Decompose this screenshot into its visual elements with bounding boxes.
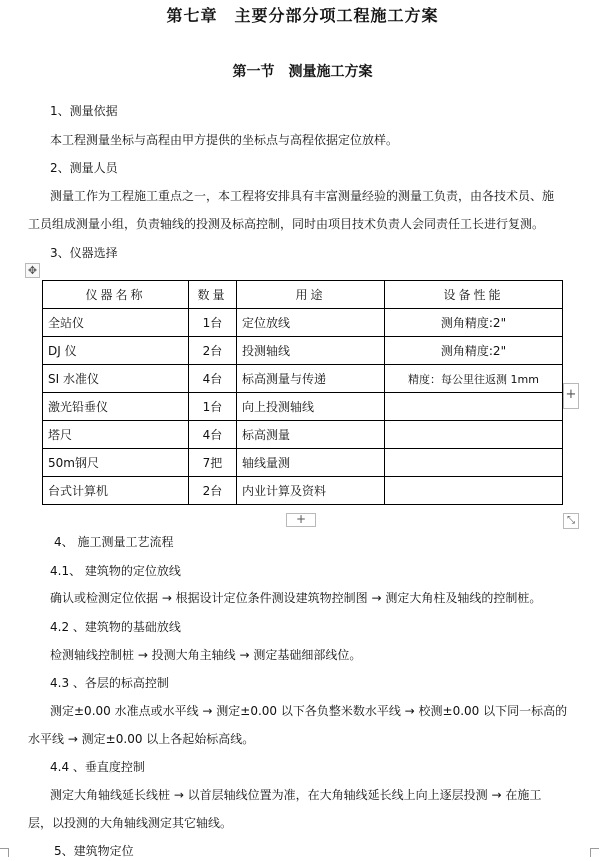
paragraph-verticality-control-line1: 测定大角轴线延长线桩 → 以首层轴线位置为准，在大角轴线延长线上向上逐层投测 → 在施工: [50, 788, 542, 802]
table-cell: 标高测量与传递: [237, 365, 385, 393]
table-cell: 2台: [189, 477, 237, 505]
table-cell: 标高测量: [237, 421, 385, 449]
table-cell: DJ 仪: [43, 337, 189, 365]
table-row: [43, 449, 563, 477]
table-cell: 测角精度:2": [385, 337, 563, 365]
table-cell: 1台: [189, 393, 237, 421]
table-row: [43, 309, 563, 337]
paragraph-building-layout: 确认或检测定位依据 → 根据设计定位条件测设建筑物控制图 → 测定大角柱及轴线的控制桩。: [50, 591, 542, 605]
table-cell: 激光铅垂仪: [43, 393, 189, 421]
page-corner-mark: [590, 848, 599, 857]
table-header-cell: 设备性能: [385, 281, 563, 309]
heading-verticality-control: 4.4 、垂直度控制: [50, 760, 145, 774]
table-cell: [385, 421, 563, 449]
plus-icon: +: [565, 387, 577, 402]
table-row: [43, 365, 563, 393]
table-cell: 向上投测轴线: [237, 393, 385, 421]
table-row: [43, 393, 563, 421]
table-row: [43, 421, 563, 449]
table-row: [43, 337, 563, 365]
table-cell: 1台: [189, 309, 237, 337]
chapter-title: 第七章 主要分部分项工程施工方案: [166, 6, 439, 25]
table-cell: 50m钢尺: [43, 449, 189, 477]
table-move-handle[interactable]: [25, 263, 40, 278]
table-cell: 2台: [189, 337, 237, 365]
move-icon: ✥: [27, 264, 38, 277]
table-cell: [385, 393, 563, 421]
table-header-cell: 数量: [189, 281, 237, 309]
paragraph-measurement-basis: 本工程测量坐标与高程由甲方提供的坐标点与高程依据定位放样。: [50, 133, 399, 147]
instrument-table: [42, 280, 563, 505]
table-cell: 全站仪: [43, 309, 189, 337]
paragraph-elevation-control-line2: 水平线 → 测定±0.00 以上各起始标高线。: [28, 732, 255, 746]
table-cell: 塔尺: [43, 421, 189, 449]
heading-instrument-selection: 3、仪器选择: [50, 246, 118, 260]
plus-icon: +: [295, 512, 307, 526]
paragraph-elevation-control-line1: 测定±0.00 水准点或水平线 → 测定±0.00 以下各负整米数水平线 → 校测±0.00 以下同一标高的: [50, 704, 568, 718]
table-cell: 轴线量测: [237, 449, 385, 477]
heading-building-positioning: 5、建筑物定位: [54, 844, 134, 858]
table-cell: 7把: [189, 449, 237, 477]
table-cell: 定位放线: [237, 309, 385, 337]
heading-foundation-layout: 4.2 、建筑物的基础放线: [50, 620, 181, 634]
table-cell: 台式计算机: [43, 477, 189, 505]
table-cell: 内业计算及资料: [237, 477, 385, 505]
heading-building-layout: 4.1、 建筑物的定位放线: [50, 564, 181, 578]
add-column-button[interactable]: [563, 383, 579, 409]
table-row: [43, 477, 563, 505]
heading-measurement-basis: 1、测量依据: [50, 104, 118, 118]
table-cell: 4台: [189, 421, 237, 449]
table-cell: SI 水准仪: [43, 365, 189, 393]
page-corner-mark: [0, 848, 9, 857]
table-header-cell: 仪器名称: [43, 281, 189, 309]
table-header-cell: 用途: [237, 281, 385, 309]
paragraph-foundation-layout: 检测轴线控制桩 → 投测大角主轴线 → 测定基础细部线位。: [50, 648, 362, 662]
heading-process-flow: 4、 施工测量工艺流程: [54, 535, 174, 549]
add-row-button[interactable]: [286, 513, 316, 527]
table-cell: 测角精度:2": [385, 309, 563, 337]
heading-elevation-control: 4.3 、各层的标高控制: [50, 676, 169, 690]
heading-measurement-staff: 2、测量人员: [50, 161, 118, 175]
paragraph-verticality-control-line2: 层，以投测的大角轴线测定其它轴线。: [28, 816, 233, 830]
table-resize-handle[interactable]: [563, 513, 579, 529]
table-cell: [385, 477, 563, 505]
table-cell: 4台: [189, 365, 237, 393]
paragraph-measurement-staff-line1: 测量工作为工程施工重点之一，本工程将安排具有丰富测量经验的测量工负责，由各技术员、施: [50, 189, 555, 203]
table-cell: 投测轴线: [237, 337, 385, 365]
table-header-row: [43, 281, 563, 309]
resize-diagonal-icon: ⤡: [567, 515, 575, 526]
table-cell: [385, 449, 563, 477]
paragraph-measurement-staff-line2: 工员组成测量小组，负责轴线的投测及标高控制，同时由项目技术负责人会同责任工长进行复测。: [28, 217, 545, 231]
table-cell: 精度：每公里往返测 1mm: [385, 365, 563, 393]
section-title: 第一节 测量施工方案: [232, 64, 373, 80]
